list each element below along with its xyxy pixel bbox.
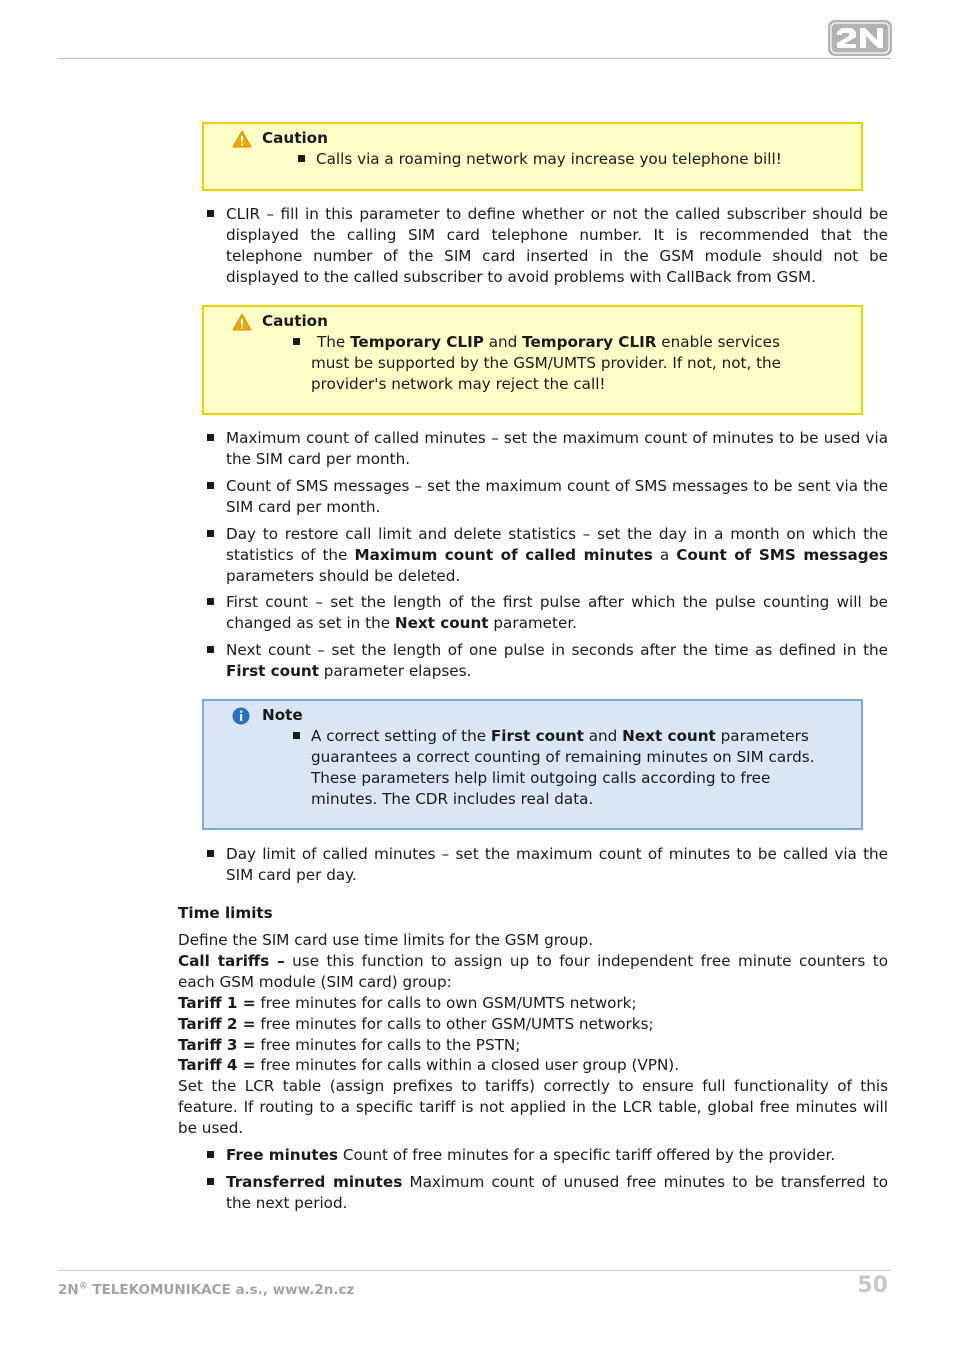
bullet-square — [207, 434, 214, 441]
bullet-square — [293, 732, 300, 739]
list-item-max-minutes: Maximum count of called minutes – set the maximum count of minutes to be used via the SIM card per month. — [226, 428, 888, 470]
call-tariffs-text: Call tariffs – use this function to assign up to four independent free minute counters to each GSM module (SIM card) group: — [178, 952, 888, 991]
2n-logo — [827, 19, 893, 57]
tariff-line: Tariff 3 = free minutes for calls to the PSTN; — [178, 1036, 521, 1054]
bullet-square — [207, 530, 214, 537]
bullet-square — [293, 338, 300, 345]
footer-company: 2N® TELEKOMUNIKACE a.s., www.2n.cz — [58, 1281, 355, 1298]
list-item-next-count: Next count – set the length of one pulse in seconds after the time as defined in the First count parameter elapses. — [226, 640, 888, 682]
bullet-square — [298, 155, 305, 162]
lcr-text: Set the LCR table (assign prefixes to tariffs) correctly to ensure full functionality of this feature. If routing to a specific tariff is not applied in the LCR table, global free minutes will be used. — [178, 1077, 888, 1137]
footer-rule — [58, 1270, 891, 1271]
bullet-square — [207, 598, 214, 605]
bullet-square — [207, 646, 214, 653]
caution-box — [202, 122, 863, 191]
list-item-first-count: First count – set the length of the first pulse after which the pulse counting will be changed as set in the Next count parameter. — [226, 592, 888, 634]
tariff-line: Tariff 4 = free minutes for calls within a closed user group (VPN). — [178, 1056, 680, 1074]
note-item: A correct setting of the First count and Next count parameters guarantees a correct counting of remaining minutes on SIM cards. These parameters help limit outgoing calls according to free minutes. The CDR includes real data. — [311, 726, 837, 810]
list-item-day-limit: Day limit of called minutes – set the maximum count of minutes to be called via the SIM card per day. — [226, 844, 888, 886]
header-rule — [58, 58, 891, 59]
list-item-day-restore: Day to restore call limit and delete statistics – set the day in a month on which the statistics of the Maximum count of called minutes a Count of SMS messages parameters should be deleted. — [226, 524, 888, 587]
caution-box — [202, 305, 863, 415]
bullet-square — [207, 1151, 214, 1158]
caution-title: Caution — [262, 129, 328, 147]
list-item-free-minutes: Free minutes Count of free minutes for a specific tariff offered by the provider. — [226, 1145, 888, 1166]
caution-item: The Temporary CLIP and Temporary CLIR enable services must be supported by the GSM/UMTS provider. If not, not, the provider's network may reject the call! — [311, 332, 821, 395]
info-icon — [232, 707, 250, 725]
warning-icon — [232, 130, 252, 148]
list-item-sms: Count of SMS messages – set the maximum count of SMS messages to be sent via the SIM card per month. — [226, 476, 888, 518]
bullet-square — [207, 850, 214, 857]
caution-title: Caution — [262, 312, 328, 330]
list-item-transferred-minutes: Transferred minutes Maximum count of unused free minutes to be transferred to the next period. — [226, 1172, 888, 1214]
caution-item: Calls via a roaming network may increase you telephone bill! — [316, 149, 841, 170]
warning-icon — [232, 313, 252, 331]
list-item-clir: CLIR – fill in this parameter to define whether or not the called subscriber should be displayed the calling SIM card telephone number. It is recommended that the telephone number of the SIM card inserted in the GSM module should not be displayed to the called subscriber to avoid problems with CallBack from GSM. — [226, 204, 888, 288]
intro-text: Define the SIM card use time limits for the GSM group. — [178, 931, 594, 949]
section-heading: Time limits — [178, 904, 273, 922]
bullet-square — [207, 210, 214, 217]
bullet-square — [207, 1178, 214, 1185]
bullet-square — [207, 482, 214, 489]
tariff-line: Tariff 1 = free minutes for calls to own GSM/UMTS network; — [178, 994, 637, 1012]
note-box — [202, 699, 863, 830]
note-title: Note — [262, 706, 303, 724]
page-number: 50 — [857, 1273, 888, 1298]
tariff-line: Tariff 2 = free minutes for calls to other GSM/UMTS networks; — [178, 1015, 654, 1033]
